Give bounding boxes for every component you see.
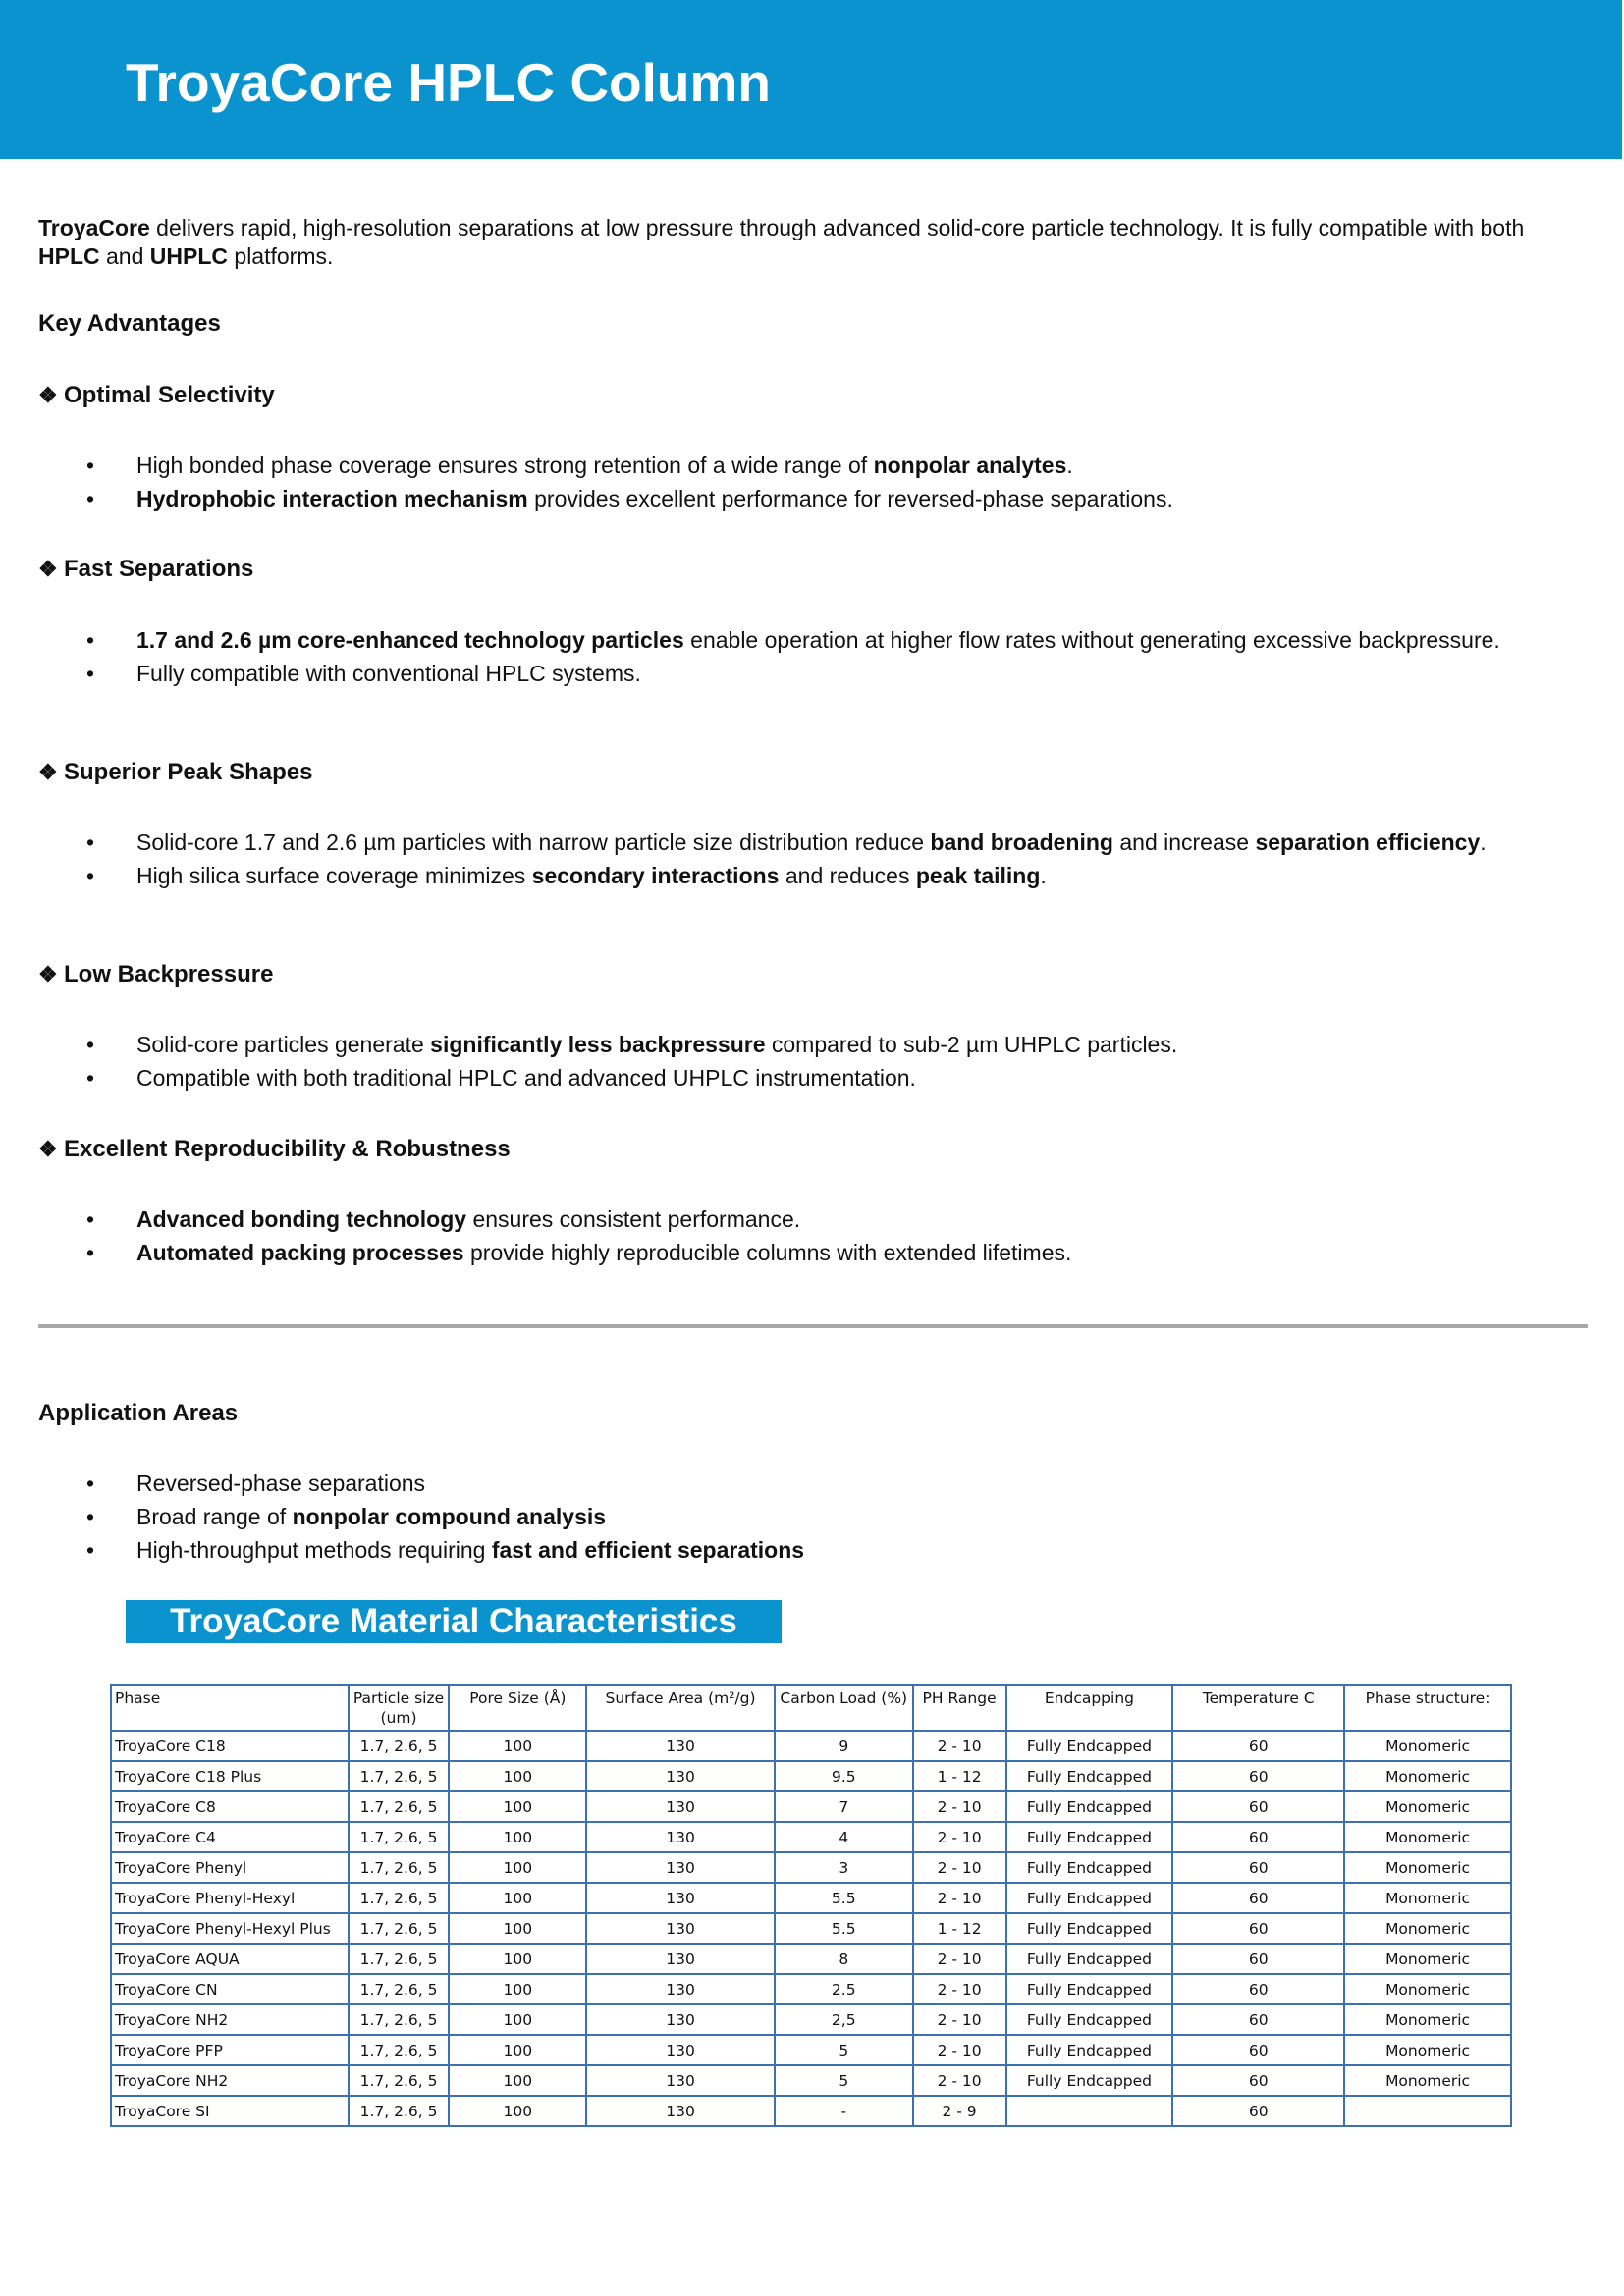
table-cell: 130 — [586, 1852, 775, 1883]
text: High silica surface coverage minimizes — [136, 863, 532, 888]
table-cell: Fully Endcapped — [1006, 2035, 1173, 2065]
table-cell: 1.7, 2.6, 5 — [349, 1852, 450, 1883]
bold-text: Automated packing processes — [136, 1240, 464, 1265]
section-title: Fast Separations — [64, 556, 254, 582]
table-cell: TroyaCore Phenyl — [111, 1852, 349, 1883]
table-cell: TroyaCore C18 — [111, 1731, 349, 1761]
table-cell: 1 - 12 — [913, 1913, 1006, 1944]
table-cell: TroyaCore Phenyl-Hexyl Plus — [111, 1913, 349, 1944]
table-cell: 130 — [586, 1944, 775, 1974]
table-cell: 100 — [449, 1731, 586, 1761]
list-item — [38, 1064, 1511, 1093]
diamond-icon: ❖ — [38, 557, 58, 581]
diamond-icon: ❖ — [38, 962, 58, 987]
table-cell: Fully Endcapped — [1006, 2004, 1173, 2035]
bullet-list-reproducibility — [38, 1205, 1511, 1272]
bullet-icon: • — [86, 661, 95, 686]
section-title: Superior Peak Shapes — [64, 759, 313, 785]
table-cell: 1.7, 2.6, 5 — [349, 1731, 450, 1761]
list-item — [38, 1503, 1511, 1531]
table-cell: TroyaCore NH2 — [111, 2004, 349, 2035]
col-header-temperature: Temperature C — [1172, 1685, 1344, 1731]
col-header-phase: Phase — [111, 1685, 349, 1731]
table-cell: 60 — [1172, 1761, 1344, 1791]
bold-text: separation efficiency — [1255, 829, 1481, 855]
table-cell: 2 - 10 — [913, 1944, 1006, 1974]
table-row — [111, 1822, 1511, 1852]
col-header-carbon-load: Carbon Load (%) — [775, 1685, 913, 1731]
table-cell: 2 - 10 — [913, 1974, 1006, 2004]
section-heading-low-backpressure — [38, 960, 273, 989]
list-item — [38, 1536, 1511, 1565]
section-heading-superior-peak-shapes — [38, 758, 312, 787]
table-cell: - — [775, 2096, 913, 2126]
table-cell: 9 — [775, 1731, 913, 1761]
table-cell: 100 — [449, 2065, 586, 2096]
list-item — [38, 828, 1511, 857]
intro-text-2: and — [99, 243, 150, 269]
bullet-icon: • — [86, 1065, 95, 1091]
bold-text: band broadening — [930, 829, 1113, 855]
table-cell: 130 — [586, 1883, 775, 1913]
table-row — [111, 1731, 1511, 1761]
table-cell: Monomeric — [1344, 2004, 1511, 2035]
table-cell: 130 — [586, 2096, 775, 2126]
text: Solid-core 1.7 and 2.6 µm particles with narrow particle size distribution reduce — [136, 829, 931, 855]
list-item — [38, 862, 1511, 890]
table-cell: 100 — [449, 1944, 586, 1974]
text: . — [1480, 829, 1487, 855]
text: ensures consistent performance. — [466, 1206, 801, 1232]
bold-text: 1.7 and 2.6 µm core-enhanced technology particles — [136, 627, 684, 653]
table-row — [111, 1974, 1511, 2004]
table-cell: TroyaCore Phenyl-Hexyl — [111, 1883, 349, 1913]
col-header-phase-structure: Phase structure: — [1344, 1685, 1511, 1731]
bold-text: nonpolar analytes — [873, 453, 1067, 478]
table-cell: 1.7, 2.6, 5 — [349, 2096, 450, 2126]
bullet-list-superior-peak-shapes — [38, 828, 1511, 895]
intro-paragraph — [38, 214, 1570, 271]
table-cell: TroyaCore C18 Plus — [111, 1761, 349, 1791]
bullet-icon: • — [86, 1240, 95, 1265]
table-row — [111, 1791, 1511, 1822]
table-cell: 2 - 10 — [913, 2065, 1006, 2096]
table-cell: TroyaCore PFP — [111, 2035, 349, 2065]
bold-text: peak tailing — [915, 863, 1041, 888]
table-cell: 60 — [1172, 2065, 1344, 2096]
bullet-icon: • — [86, 1206, 95, 1232]
table-cell: Fully Endcapped — [1006, 1822, 1173, 1852]
table-cell: 100 — [449, 1761, 586, 1791]
table-cell: 60 — [1172, 2035, 1344, 2065]
table-cell: 100 — [449, 1883, 586, 1913]
table-cell — [1006, 2096, 1173, 2126]
table-cell: TroyaCore CN — [111, 1974, 349, 2004]
col-header-pore-size: Pore Size (Å) — [449, 1685, 586, 1731]
text: Reversed-phase separations — [136, 1470, 426, 1496]
table-cell: 1.7, 2.6, 5 — [349, 1913, 450, 1944]
table-cell: 60 — [1172, 1944, 1344, 1974]
table-cell: Fully Endcapped — [1006, 1974, 1173, 2004]
table-row — [111, 2065, 1511, 2096]
text: Broad range of — [136, 1504, 293, 1529]
list-item — [38, 485, 1511, 513]
diamond-icon: ❖ — [38, 383, 58, 407]
table-row — [111, 2004, 1511, 2035]
text: and reduces — [779, 863, 916, 888]
table-cell: 130 — [586, 1731, 775, 1761]
table-body — [111, 1731, 1511, 2126]
table-cell: TroyaCore C4 — [111, 1822, 349, 1852]
list-item — [38, 1031, 1511, 1059]
bullet-icon: • — [86, 829, 95, 855]
table-cell: Monomeric — [1344, 1822, 1511, 1852]
table-cell: 2,5 — [775, 2004, 913, 2035]
list-item — [38, 660, 1511, 688]
text: . — [1066, 453, 1073, 478]
table-cell: 2 - 10 — [913, 1731, 1006, 1761]
table-cell: 9.5 — [775, 1761, 913, 1791]
table-cell: 60 — [1172, 2096, 1344, 2126]
text: compared to sub-2 µm UHPLC particles. — [765, 1032, 1178, 1057]
table-cell: 60 — [1172, 1731, 1344, 1761]
intro-section — [38, 214, 1570, 271]
table-cell: 1.7, 2.6, 5 — [349, 1761, 450, 1791]
table-cell — [1344, 2096, 1511, 2126]
list-item — [38, 1469, 1511, 1498]
text: . — [1040, 863, 1047, 888]
table-cell: 130 — [586, 1791, 775, 1822]
bullet-list-low-backpressure — [38, 1031, 1511, 1097]
bullet-icon: • — [86, 863, 95, 888]
table-cell: Monomeric — [1344, 2065, 1511, 2096]
bold-text: nonpolar compound analysis — [292, 1504, 607, 1529]
bullet-icon: • — [86, 1032, 95, 1057]
table-cell: 1.7, 2.6, 5 — [349, 1791, 450, 1822]
table-cell: 2 - 10 — [913, 1852, 1006, 1883]
table-cell: Monomeric — [1344, 1913, 1511, 1944]
intro-bold-uhplc: UHPLC — [149, 243, 229, 269]
col-header-particle-size — [349, 1685, 450, 1731]
table-header-row — [111, 1685, 1511, 1731]
table-cell: Fully Endcapped — [1006, 1883, 1173, 1913]
table-cell: 1.7, 2.6, 5 — [349, 1974, 450, 2004]
bullet-list-optimal-selectivity — [38, 452, 1511, 518]
table-cell: 1.7, 2.6, 5 — [349, 2065, 450, 2096]
table-cell: 100 — [449, 1791, 586, 1822]
table-cell: 1.7, 2.6, 5 — [349, 2004, 450, 2035]
intro-bold-hplc: HPLC — [38, 243, 100, 269]
bullet-list-fast-separations — [38, 626, 1511, 693]
text: provides excellent performance for reversed-phase separations. — [527, 486, 1173, 511]
horizontal-divider — [38, 1324, 1588, 1328]
table-cell: 60 — [1172, 1852, 1344, 1883]
bullet-icon: • — [86, 1470, 95, 1496]
table-cell: 130 — [586, 2004, 775, 2035]
table-cell: 130 — [586, 2035, 775, 2065]
bullet-icon: • — [86, 453, 95, 478]
section-title: Low Backpressure — [64, 961, 274, 988]
table-row — [111, 2096, 1511, 2126]
table-cell: Monomeric — [1344, 2035, 1511, 2065]
text: and increase — [1112, 829, 1256, 855]
table-cell: 1.7, 2.6, 5 — [349, 2035, 450, 2065]
table-cell: 60 — [1172, 2004, 1344, 2035]
table-row — [111, 1761, 1511, 1791]
table-cell: 100 — [449, 2004, 586, 2035]
section-title: Excellent Reproducibility & Robustness — [64, 1136, 511, 1162]
text: Solid-core particles generate — [136, 1032, 431, 1057]
key-advantages-heading: Key Advantages — [38, 310, 221, 337]
table-cell: 2 - 10 — [913, 1822, 1006, 1852]
table-cell: 130 — [586, 2065, 775, 2096]
header-banner — [0, 0, 1622, 159]
table-cell: Monomeric — [1344, 1761, 1511, 1791]
text: High bonded phase coverage ensures strong retention of a wide range of — [136, 453, 874, 478]
bullet-icon: • — [86, 486, 95, 511]
bullet-icon: • — [86, 1537, 95, 1563]
table-cell: TroyaCore AQUA — [111, 1944, 349, 1974]
table-cell: 5 — [775, 2065, 913, 2096]
table-cell: TroyaCore NH2 — [111, 2065, 349, 2096]
table-cell: Monomeric — [1344, 1731, 1511, 1761]
table-cell: Monomeric — [1344, 1852, 1511, 1883]
header-line: (um) — [380, 1709, 417, 1727]
intro-text-3: platforms. — [228, 243, 334, 269]
table-cell: 130 — [586, 1974, 775, 2004]
bold-text: secondary interactions — [531, 863, 780, 888]
bullet-icon: • — [86, 627, 95, 653]
material-characteristics-banner: TroyaCore Material Characteristics — [126, 1600, 782, 1643]
table-cell: 5.5 — [775, 1883, 913, 1913]
material-characteristics-table — [110, 1684, 1512, 2127]
table-cell: 60 — [1172, 1822, 1344, 1852]
table-cell: Fully Endcapped — [1006, 1852, 1173, 1883]
list-item — [38, 1205, 1511, 1234]
table-cell: 4 — [775, 1822, 913, 1852]
section-heading-reproducibility — [38, 1135, 511, 1164]
table-cell: 2 - 10 — [913, 1883, 1006, 1913]
bold-text: Advanced bonding technology — [136, 1206, 467, 1232]
bullet-list-application-areas — [38, 1469, 1511, 1570]
table-row — [111, 1913, 1511, 1944]
text: High-throughput methods requiring — [136, 1537, 492, 1563]
list-item — [38, 626, 1511, 655]
table-cell: Monomeric — [1344, 1883, 1511, 1913]
table-cell: 60 — [1172, 1974, 1344, 2004]
table-cell: 2.5 — [775, 1974, 913, 2004]
table-cell: 1 - 12 — [913, 1761, 1006, 1791]
table-cell: 100 — [449, 2035, 586, 2065]
table-cell: 5 — [775, 2035, 913, 2065]
table-row — [111, 1883, 1511, 1913]
table-cell: Fully Endcapped — [1006, 1791, 1173, 1822]
table-cell: Fully Endcapped — [1006, 1731, 1173, 1761]
table-cell: 60 — [1172, 1883, 1344, 1913]
text: enable operation at higher flow rates without generating excessive backpressure. — [683, 627, 1500, 653]
table-cell: Fully Endcapped — [1006, 1761, 1173, 1791]
table-cell: 7 — [775, 1791, 913, 1822]
table-cell: 3 — [775, 1852, 913, 1883]
list-item — [38, 452, 1511, 480]
table-cell: Monomeric — [1344, 1944, 1511, 1974]
table-cell: 8 — [775, 1944, 913, 1974]
table-cell: 100 — [449, 2096, 586, 2126]
table-row — [111, 1944, 1511, 1974]
col-header-endcapping: Endcapping — [1006, 1685, 1173, 1731]
table-cell: TroyaCore SI — [111, 2096, 349, 2126]
table-cell: Fully Endcapped — [1006, 1944, 1173, 1974]
diamond-icon: ❖ — [38, 760, 58, 784]
table-cell: 130 — [586, 1913, 775, 1944]
bold-text: significantly less backpressure — [430, 1032, 766, 1057]
table-cell: 130 — [586, 1822, 775, 1852]
table-cell: 60 — [1172, 1913, 1344, 1944]
intro-text-1: delivers rapid, high-resolution separations at low pressure through advanced solid-core particle technology. It is fully compatible with both — [149, 215, 1525, 240]
bold-text: fast and efficient separations — [491, 1537, 805, 1563]
table-cell: 2 - 10 — [913, 2004, 1006, 2035]
section-heading-optimal-selectivity — [38, 381, 275, 410]
list-item — [38, 1239, 1511, 1267]
table-cell: 100 — [449, 1852, 586, 1883]
table-cell: Fully Endcapped — [1006, 2065, 1173, 2096]
text: provide highly reproducible columns with extended lifetimes. — [463, 1240, 1072, 1265]
text: Fully compatible with conventional HPLC systems. — [136, 661, 641, 686]
table-cell: 1.7, 2.6, 5 — [349, 1883, 450, 1913]
table-cell: TroyaCore C8 — [111, 1791, 349, 1822]
page-title: TroyaCore HPLC Column — [126, 52, 772, 113]
table-cell: 100 — [449, 1822, 586, 1852]
col-header-ph-range: PH Range — [913, 1685, 1006, 1731]
bullet-icon: • — [86, 1504, 95, 1529]
table-cell: 100 — [449, 1913, 586, 1944]
table-cell: 2 - 10 — [913, 1791, 1006, 1822]
table-cell: 5.5 — [775, 1913, 913, 1944]
table-cell: 100 — [449, 1974, 586, 2004]
table-cell: 130 — [586, 1761, 775, 1791]
table-cell: 2 - 10 — [913, 2035, 1006, 2065]
header-line: Particle size — [352, 1689, 445, 1707]
section-heading-fast-separations — [38, 555, 253, 584]
table-row — [111, 1852, 1511, 1883]
table-cell: Fully Endcapped — [1006, 1913, 1173, 1944]
table-cell: 1.7, 2.6, 5 — [349, 1822, 450, 1852]
diamond-icon: ❖ — [38, 1137, 58, 1161]
application-areas-heading: Application Areas — [38, 1400, 239, 1426]
table-cell: 2 - 9 — [913, 2096, 1006, 2126]
text: Compatible with both traditional HPLC and advanced UHPLC instrumentation. — [136, 1065, 916, 1091]
table-cell: Monomeric — [1344, 1791, 1511, 1822]
table-row — [111, 2035, 1511, 2065]
intro-bold-brand: TroyaCore — [38, 215, 150, 240]
table-cell: 60 — [1172, 1791, 1344, 1822]
table-cell: Monomeric — [1344, 1974, 1511, 2004]
bold-text: Hydrophobic interaction mechanism — [136, 486, 528, 511]
section-title: Optimal Selectivity — [64, 382, 275, 408]
table-cell: 1.7, 2.6, 5 — [349, 1944, 450, 1974]
col-header-surface-area: Surface Area (m²/g) — [586, 1685, 775, 1731]
